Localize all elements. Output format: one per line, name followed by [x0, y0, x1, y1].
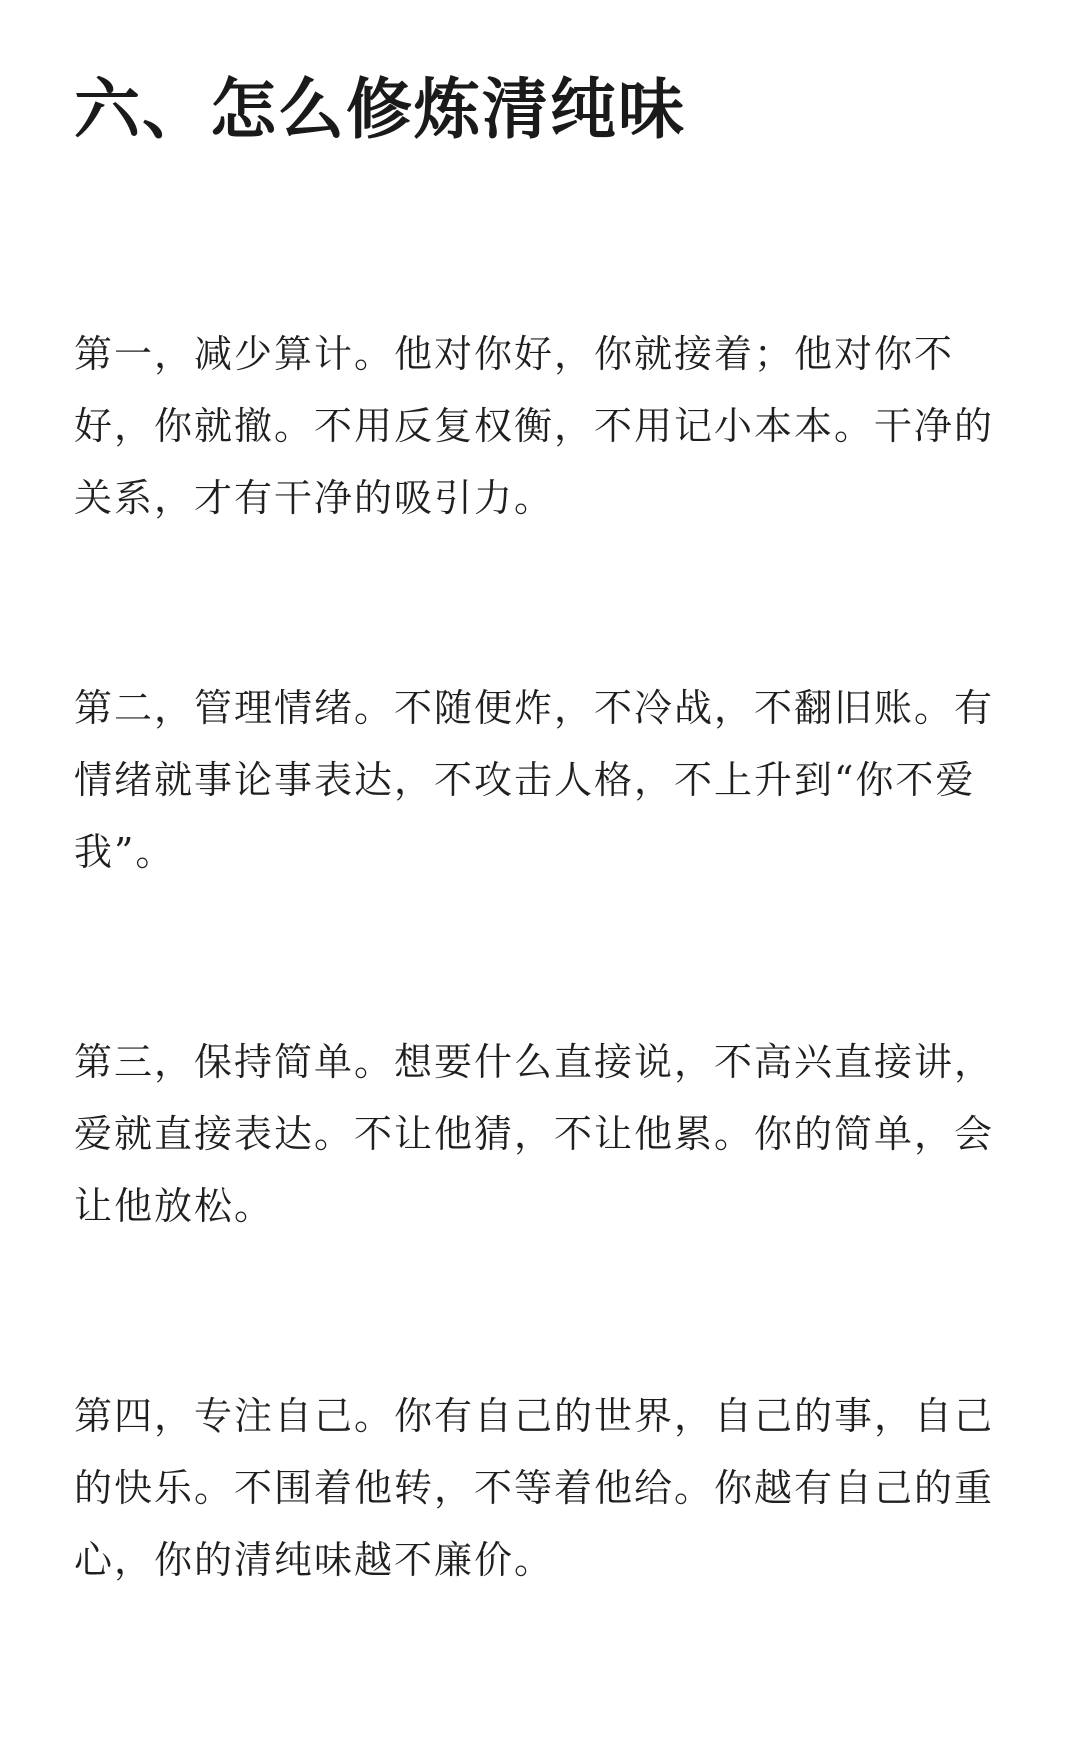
- paragraph-second-point: 第二，管理情绪。不随便炸，不冷战，不翻旧账。有情绪就事论事表达，不攻击人格，不上升到“你不爱我”。: [74, 686, 995, 874]
- section-heading: 六、怎么修炼清纯味: [74, 70, 686, 148]
- paragraph-fourth-point: 第四，专注自己。你有自己的世界，自己的事，自己的快乐。不围着他转，不等着他给。你越有自己的重心，你的清纯味越不廉价。: [74, 1394, 995, 1582]
- paragraph-third-point: 第三，保持简单。想要什么直接说，不高兴直接讲，爱就直接表达。不让他猜，不让他累。你的简单，会让他放松。: [74, 1040, 995, 1228]
- paragraph-first-point: 第一，减少算计。他对你好，你就接着；他对你不好，你就撤。不用反复权衡，不用记小本本。干净的关系，才有干净的吸引力。: [74, 332, 995, 520]
